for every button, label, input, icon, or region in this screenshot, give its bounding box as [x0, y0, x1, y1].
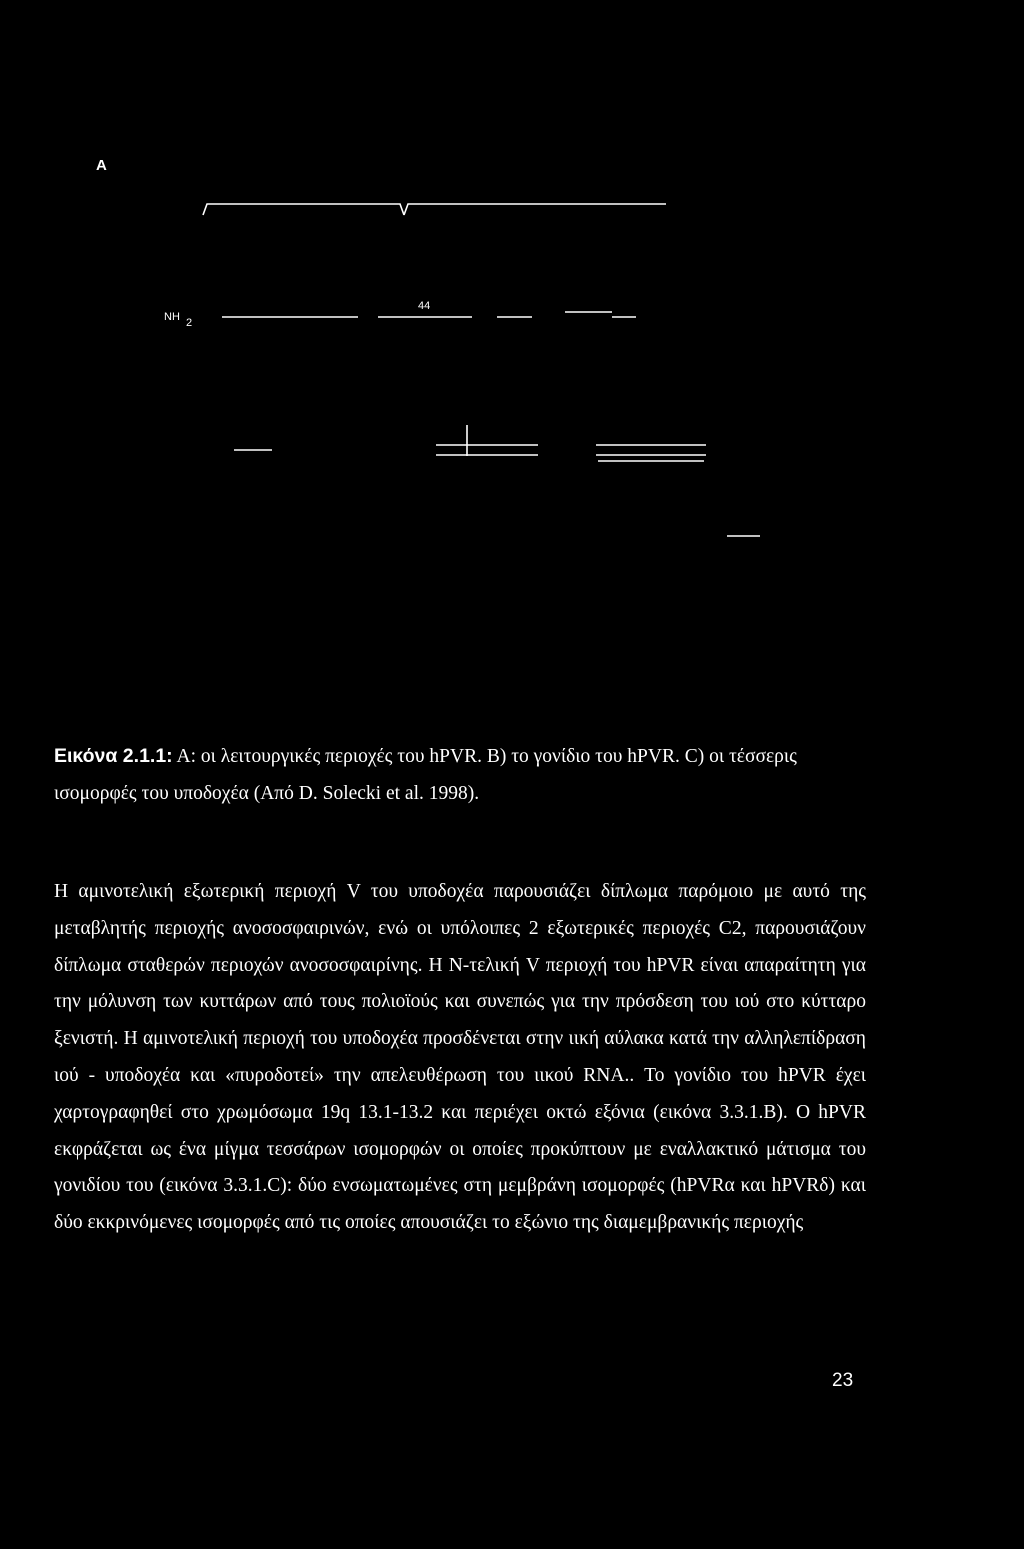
nh2-subscript: 2 [186, 317, 193, 329]
caption-text: Α: οι λειτουργικές περιοχές του hPVR. B) το γονίδιο του hPVR. C) οι τέσσερις ισομορφές του υποδοχέα (Από D. Solecki et al. 1998). [54, 746, 797, 804]
page-number: 23 [832, 1370, 854, 1391]
figure-caption [54, 738, 866, 813]
figure-diagram [0, 0, 1024, 560]
domain-number-label: 44 [418, 300, 431, 312]
domain-bracket-left [203, 204, 404, 215]
domain-bracket-right [404, 204, 666, 215]
nh2-label: NH [164, 311, 180, 323]
figure-panel-label: A [96, 157, 107, 174]
caption-label: Εικόνα 2.1.1: [54, 745, 173, 767]
body-paragraph: Η αμινοτελική εξωτερική περιοχή V του υποδοχέα παρουσιάζει δίπλωμα παρόμοιο με αυτό της μεταβλητής περιοχής ανοσοσφαιρινών, ενώ οι υπόλοιπες 2 εξωτερικές περιοχές C2, παρουσιάζουν δίπλωμα σταθερών περιοχών ανοσοσφαιρίνης. Η Ν-τελική V περιοχή του hPVR είναι απαραίτητη για την μόλυνση των κυττάρων από τους πολιοϊούς και συνεπώς για την πρόσδεση του ιού στο κύτταρο ξενιστή. Η αμινοτελική περιοχή του υποδοχέα προσδένεται στην ιική αύλακα κατά την αλληλεπίδραση ιού - υποδοχέα και «πυροδοτεί» την απελευθέρωση του ιικού RNA.. Το γονίδιο του hPVR έχει χαρτογραφηθεί στο χρωμόσωμα 19q 13.1-13.2 και περιέχει οκτώ εξόνια (εικόνα 3.3.1.B). Ο hPVR εκφράζεται ως ένα μίγμα τεσσάρων ισομορφών οι οποίες προκύπτουν με εναλλακτικό μάτισμα του γονιδίου του (εικόνα 3.3.1.C): δύο ενσωματωμένες στη μεμβράνη ισομορφές (hPVRα και hPVRδ) και δύο εκκρινόμενες ισομορφές από τις οποίες απουσιάζει το εξώνιο της διαμεμβρανικής περιοχής [54, 881, 866, 1234]
